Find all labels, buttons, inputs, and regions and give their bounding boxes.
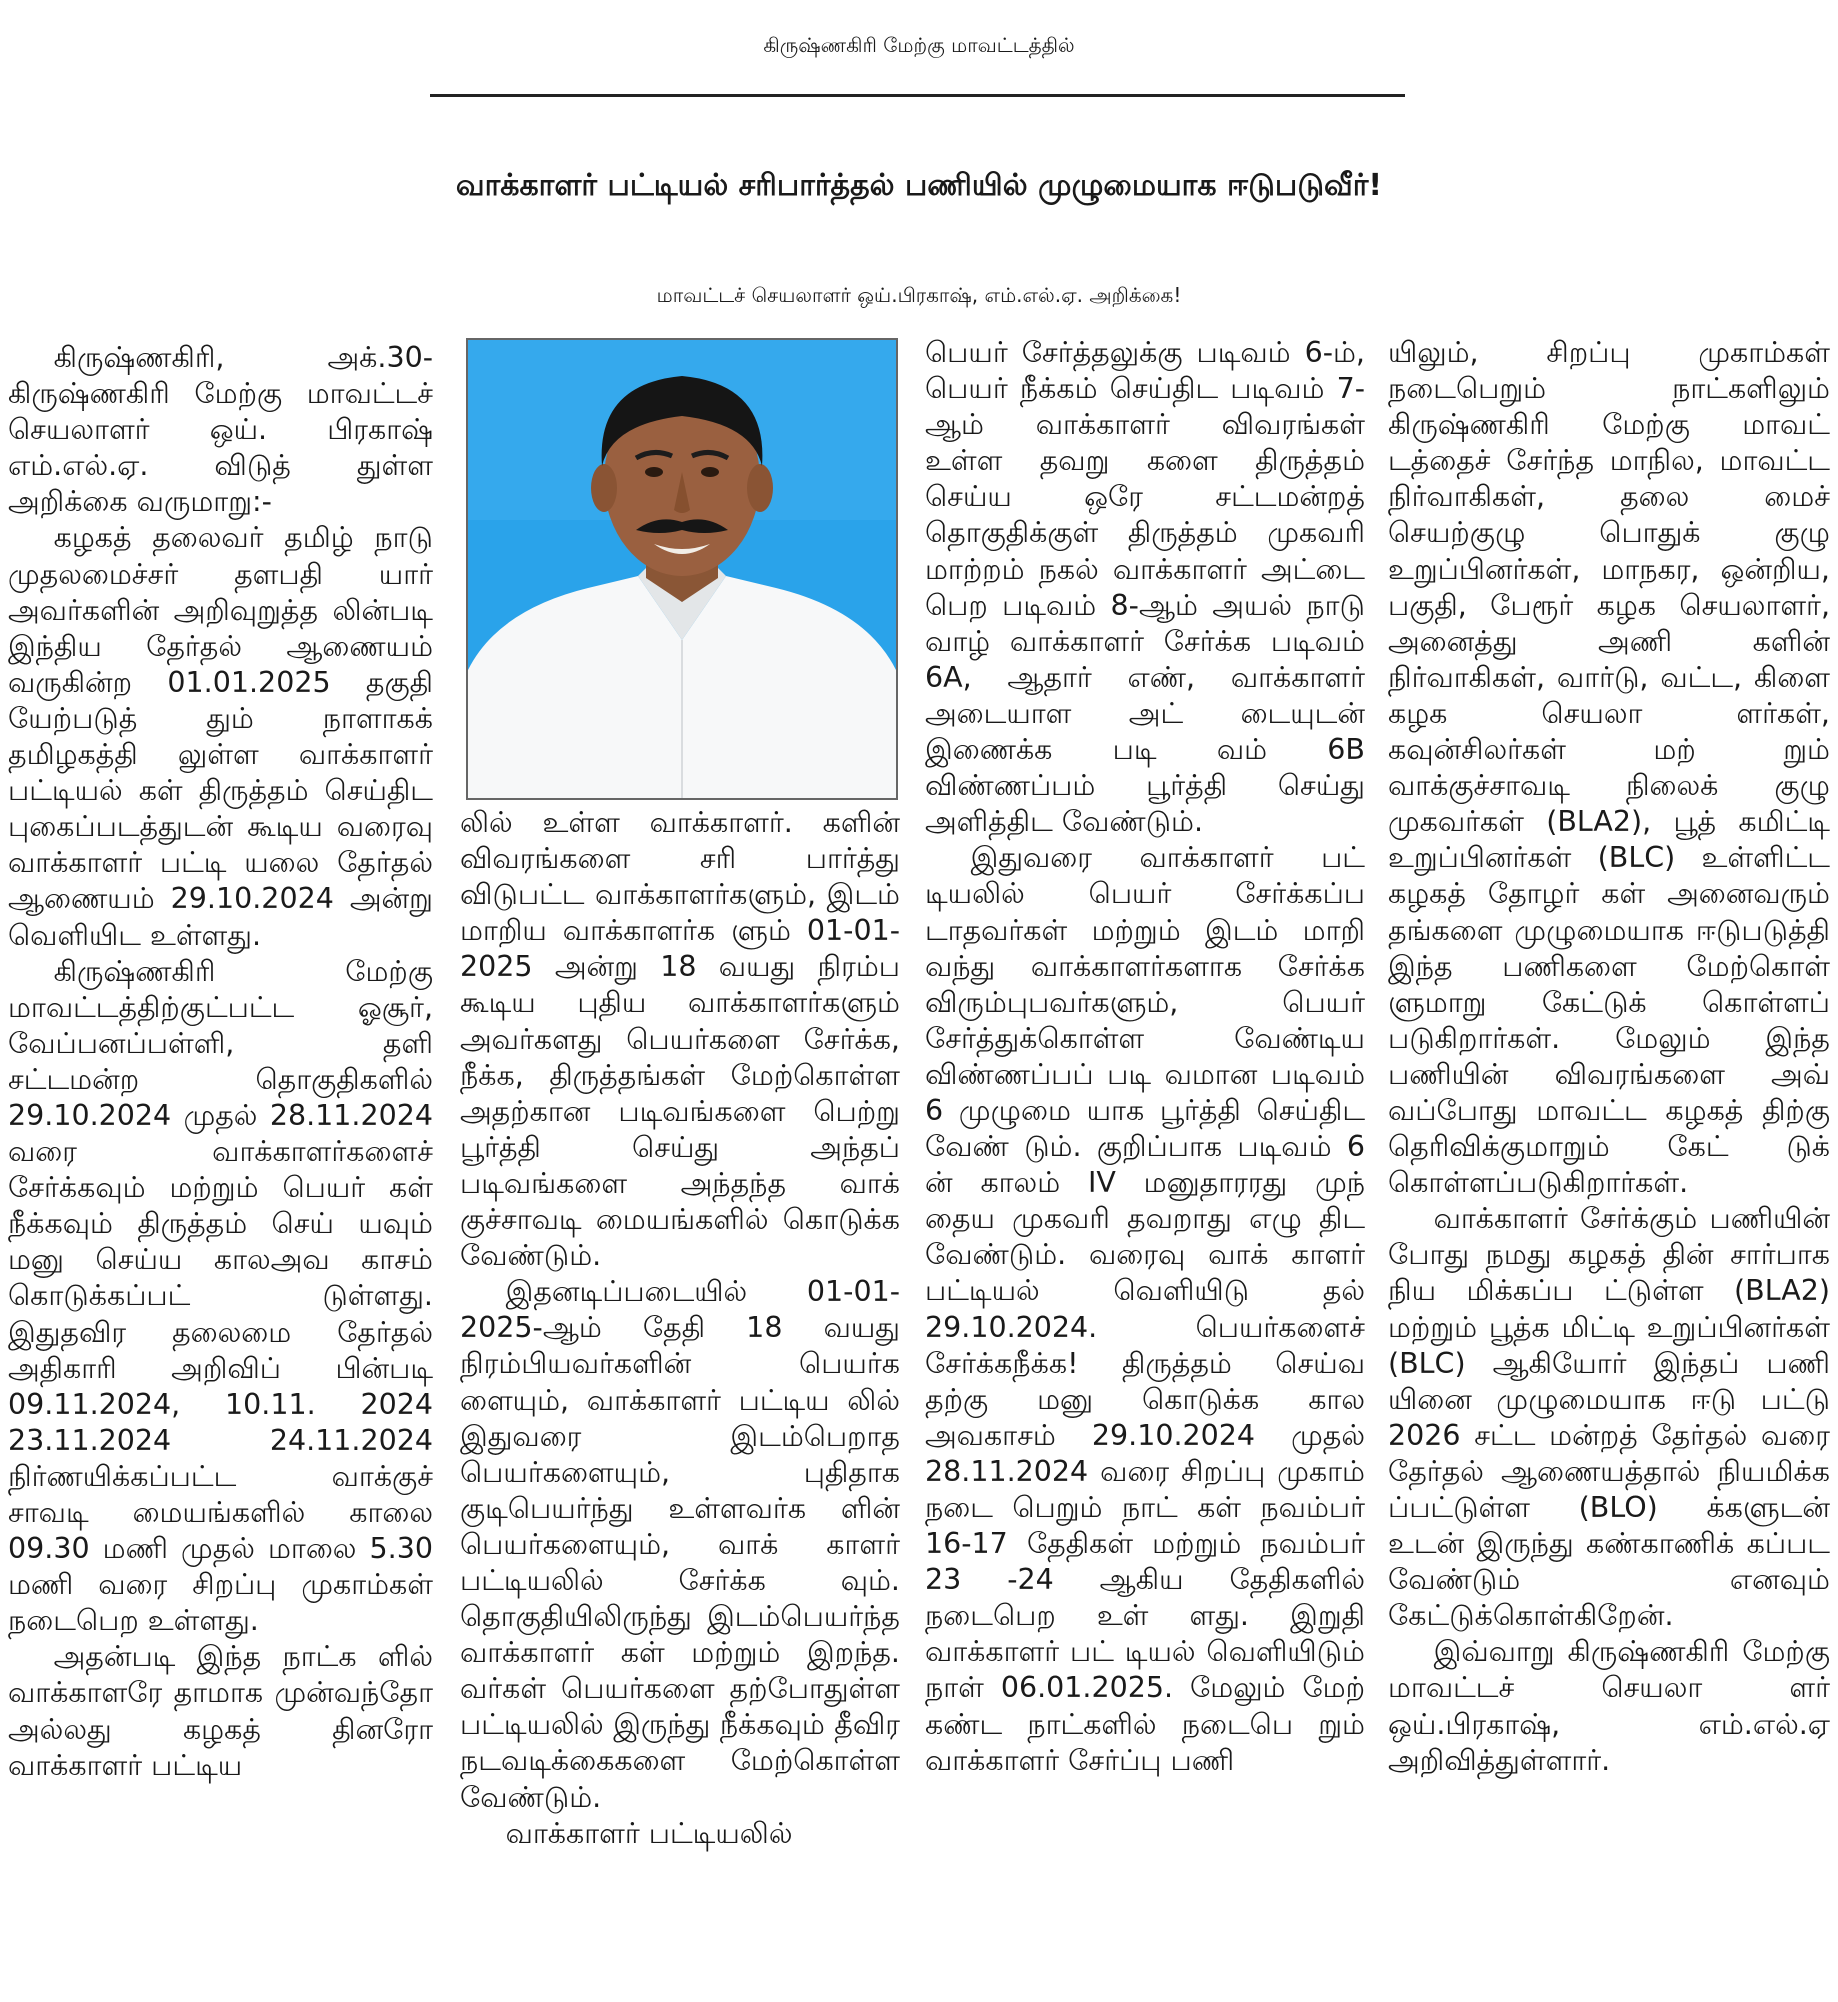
paragraph: பெயர் சேர்த்தலுக்கு படிவம் 6-ம், பெயர் நீக்கம் செய்திட படிவம் 7-ஆம் வாக்காளர் விவரங்கள் உள்ள தவறு களை திருத்தம் செய்ய ஒரே சட்டமன்றத் தொகுதிக்குள் திருத்தம் முகவரி மாற்றம் நகல் வாக்காளர் அட்டை பெற படிவம் 8-ஆம் அயல் நாடு வாழ் வாக்காளர் சேர்க்க படிவம் 6A, ஆதார் எண், வாக்காளர் அடையாள அட் டையுடன் இணைக்க படி வம் 6B விண்ணப்பம் பூர்த்தி செய்து அளித்திட வேண்டும். [925,336,1365,839]
paragraph: வாக்காளர் சேர்க்கும் பணியின் போது நமது கழகத் தின் சார்பாக நிய மிக்கப்ப ட்டுள்ள (BLA2) மற்றும் பூத்க மிட்டி உறுப்பினர்கள் (BLC) ஆகியோர் இந்தப் பணி யினை முழுமையாக ஈடு பட்டு 2026 சட்ட மன்றத் தேர்தல் வரை தேர்தல் ஆணையத்தால் நியமிக்க ப்பட்டுள்ள (BLO) க்களுடன் உடன் இருந்து கண்காணிக் கப்பட வேண்டும் எனவும் கேட்டுக்கொள்கிறேன். [1388,1202,1830,1633]
article-column-3 [925,335,1365,2000]
paragraph: கழகத் தலைவர் தமிழ் நாடு முதலமைச்சர் தளபதி யார் அவர்களின் அறிவுறுத்த லின்படி இந்திய தேர்தல் ஆணையம் வருகின்ற 01.01.2025 தகுதி யேற்படுத் தும் நாளாகக் தமிழகத்தி லுள்ள வாக்காளர் பட்டியல் கள் திருத்தம் செய்திட புகைப்படத்துடன் கூடிய வரைவு வாக்காளர் பட்டி யலை தேர்தல் ஆணையம் 29.10.2024 அன்று வெளியிட உள்ளது. [8,521,433,952]
paragraph: இதுவரை வாக்காளர் பட் டியலில் பெயர் சேர்க்கப்ப டாதவர்கள் மற்றும் இடம் மாறி வந்து வாக்காளர்களாக சேர்க்க விரும்புபவர்களும், பெயர் சேர்த்துக்கொள்ள வேண்டிய விண்ணப்பப் படி வமான படிவம் 6 முழுமை யாக பூர்த்தி செய்திட வேண் டும். குறிப்பாக படிவம் 6 ன் காலம் IV மனுதாரரது முந் தைய முகவரி தவறாது எழு திட வேண்டும். வரைவு வாக் காளர் பட்டியல் வெளியிடு தல் 29.10.2024. பெயர்களைச் சேர்க்கநீக்க! திருத்தம் செய்வ தற்கு மனு கொடுக்க கால அவகாசம் 29.10.2024 முதல் 28.11.2024 வரை சிறப்பு முகாம் நடை பெறும் நாட் கள் நவம்பர் 16-17 தேதிகள் மற்றும் நவம்பர் 23 -24 ஆகிய தேதிகளில் நடைபெற உள் ளது. இறுதி வாக்காளர் பட் டியல் வெளியிடும் நாள் 06.01.2025. மேலும் மேற் கண்ட நாட்களில் நடைபெ றும் வாக்காளர் சேர்ப்பு பணி [925,841,1365,1777]
kicker-heading: கிருஷ்ணகிரி மேற்கு மாவட்டத்தில் [763,33,1075,57]
paragraph: அதன்படி இந்த நாட்க ளில் வாக்காளரே தாமாக முன்வந்தோ அல்லது கழகத் தினரோ வாக்காளர் பட்டிய [8,1640,433,1782]
kicker-underline [430,94,1405,97]
paragraph: வாக்காளர் பட்டியலில் [505,1816,793,1850]
portrait-photo-icon [468,340,896,798]
paragraph: கிருஷ்ணகிரி, அக்.30- கிருஷ்ணகிரி மேற்கு மாவட்டச் செயலாளர் ஒய். பிரகாஷ் எம்.எல்.ஏ. விடுத் துள்ள அறிக்கை வருமாறு:- [8,341,433,519]
paragraph: இதனடிப்படையில் 01-01-2025-ஆம் தேதி 18 வயது நிரம்பியவர்களின் பெயர்க ளையும், வாக்காளர் பட்டிய லில் இதுவரை இடம்பெறாத பெயர்களையும், புதிதாக குடிபெயர்ந்து உள்ளவர்க ளின் பெயர்களையும், வாக் காளர் பட்டியலில் சேர்க்க வும். தொகுதியிலிருந்து இடம்பெயர்ந்த வாக்காளர் கள் மற்றும் இறந்த. வர்கள் பெயர்களை தற்போதுள்ள பட்டியலில் இருந்து நீக்கவும் தீவிர நடவடிக்கைகளை மேற்கொள்ள வேண்டும். [460,1275,900,1814]
paragraph: கிருஷ்ணகிரி மேற்கு மாவட்டத்திற்குட்பட்ட ஓசூர், வேப்பனப்பள்ளி, தளி சட்டமன்ற தொகுதிகளில் 29.10.2024 முதல் 28.11.2024 வரை வாக்காளர்களைச் சேர்க்கவும் மற்றும் பெயர் கள் நீக்கவும் திருத்தம் செய் யவும் மனு செய்ய காலஅவ காசம் கொடுக்கப்பட் டுள்ளது. இதுதவிர தலைமை தேர்தல் அதிகாரி அறிவிப் பின்படி 09.11.2024, 10.11. 2024 23.11.2024 24.11.2024 நிர்ணயிக்கப்பட்ட வாக்குச் சாவடி மையங்களில் காலை 09.30 மணி முதல் மாலை 5.30 மணி வரை சிறப்பு முகாம்கள் நடைபெற உள்ளது. [8,954,433,1638]
article-column-2 [460,805,900,2000]
paragraph: யிலும், சிறப்பு முகாம்கள் நடைபெறும் நாட்களிலும் கிருஷ்ணகிரி மேற்கு மாவட் டத்தைச் சேர்ந்த மாநில, மாவட்ட நிர்வாகிகள், தலை மைச் செயற்குழு பொதுக் குழு உறுப்பினர்கள், மாநகர, ஒன்றிய, பகுதி, பேரூர் கழக செயலாளர், அனைத்து அணி களின் நிர்வாகிகள், வார்டு, வட்ட, கிளை கழக செயலா ளர்கள், கவுன்சிலர்கள் மற் றும் வாக்குச்சாவடி நிலைக் குழு முகவர்கள் (BLA2), பூத் கமிட்டி உறுப்பினர்கள் (BLC) உள்ளிட்ட கழகத் தோழர் கள் அனைவரும் தங்களை முழுமையாக ஈடுபடுத்தி இந்த பணிகளை மேற்கொள் ளுமாறு கேட்டுக் கொள்ளப் படுகிறார்கள். மேலும் இந்த பணியின் விவரங்களை அவ் வப்போது மாவட்ட கழகத் திற்கு தெரிவிக்குமாறும் கேட் டுக் கொள்ளப்படுகிறார்கள். [1388,336,1830,1200]
main-headline: வாக்காளர் பட்டியல் சரிபார்த்தல் பணியில் முழுமையாக ஈடுபடுவீர்! [455,168,1383,203]
sub-headline: மாவட்டச் செயலாளர் ஒய்.பிரகாஷ், எம்.எல்.ஏ. அறிக்கை! [656,283,1182,307]
paragraph: லில் உள்ள வாக்காளர். களின் விவரங்களை சரி பார்த்து விடுபட்ட வாக்காளர்களும், இடம் மாறிய வாக்காளர்க ளும் 01-01-2025 அன்று 18 வயது நிரம்ப கூடிய புதிய வாக்காளர்களும் அவர்களது பெயர்களை சேர்க்க, நீக்க, திருத்தங்கள் மேற்கொள்ள அதற்கான படிவங்களை பெற்று பூர்த்தி செய்து அந்தப் படிவங்களை அந்தந்த வாக் குச்சாவடி மையங்களில் கொடுக்க வேண்டும். [460,806,900,1273]
article-column-1 [8,340,433,2000]
article-column-4 [1388,335,1830,2000]
portrait-photo [466,338,898,800]
paragraph: இவ்வாறு கிருஷ்ணகிரி மேற்கு மாவட்டச் செயலா ளர் ஒய்.பிரகாஷ், எம்.எல்.ஏ அறிவித்துள்ளார். [1388,1635,1830,1777]
